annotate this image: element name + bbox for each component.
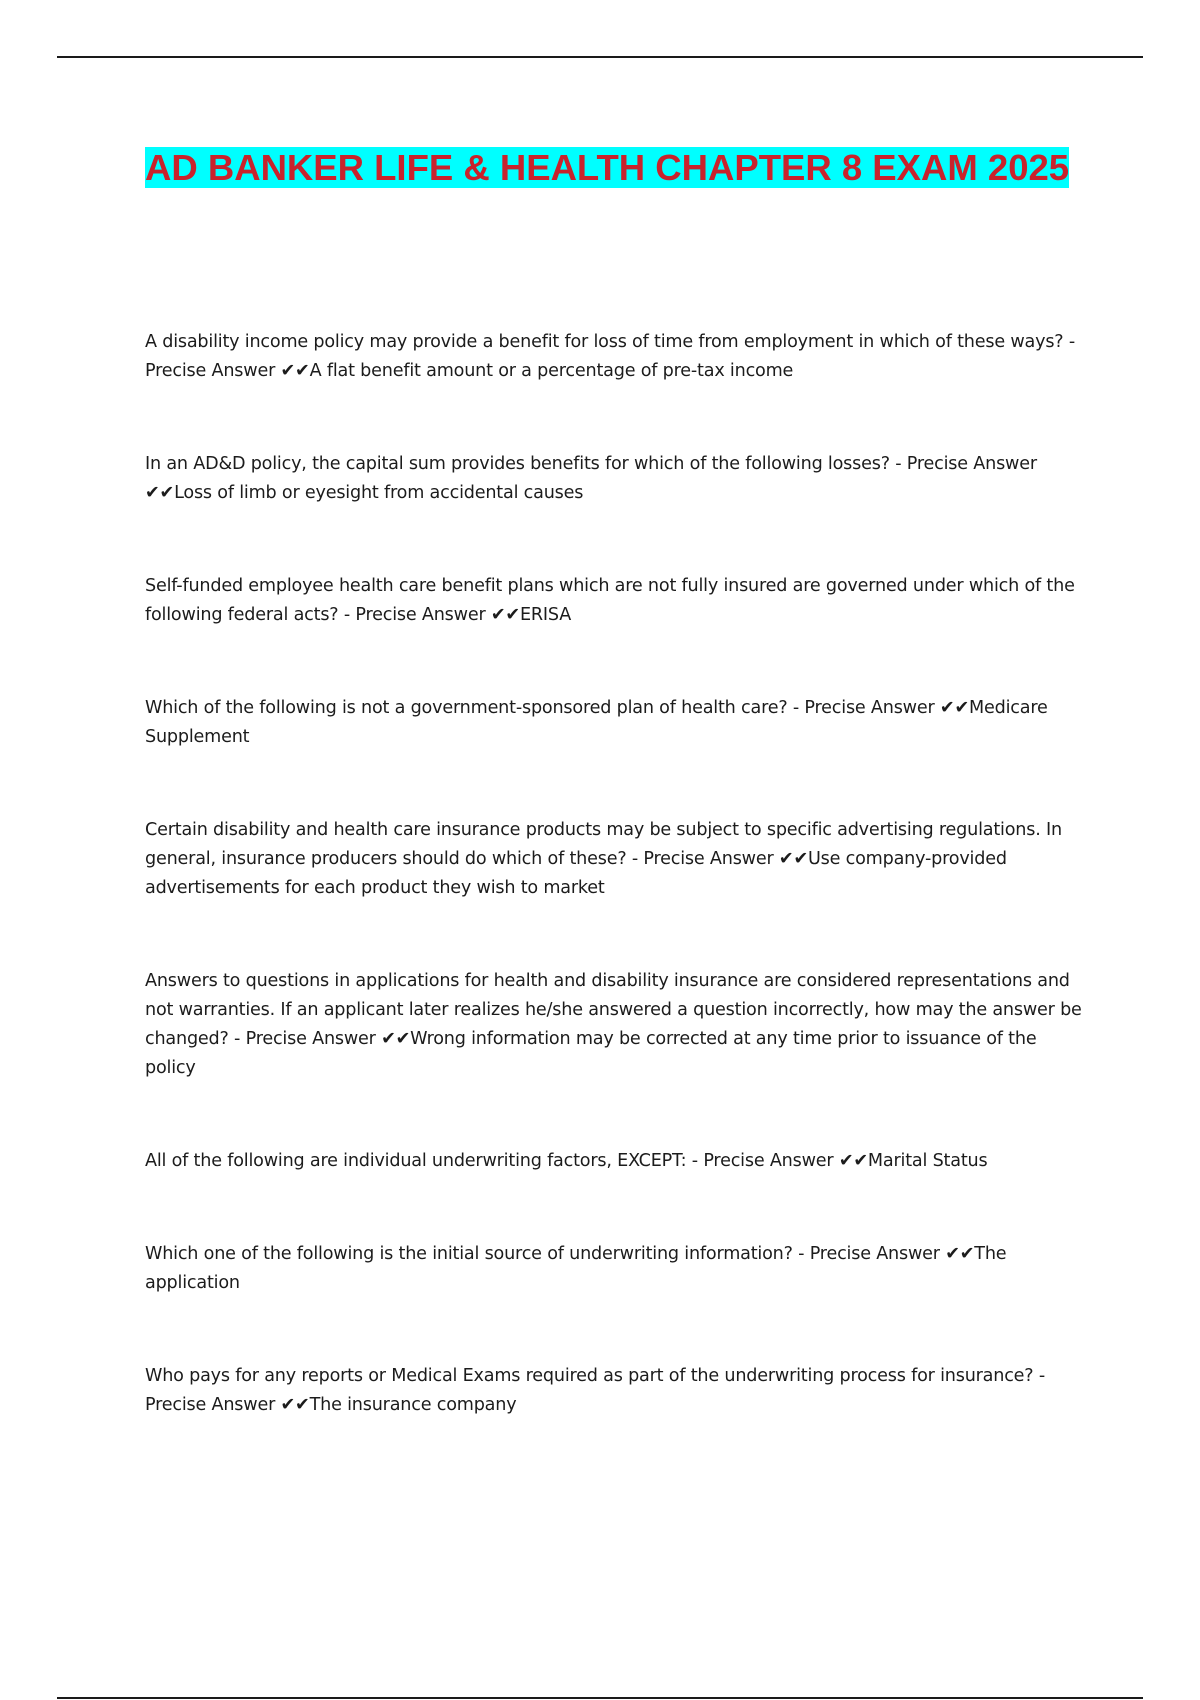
- qa-item: A disability income policy may provide a benefit for loss of time from employment in which of these ways? - Precise Answer ✔✔A flat benefit amount or a percentage of pre-tax income: [145, 332, 1075, 381]
- title-block: [145, 145, 1075, 191]
- footer-rule: [57, 1697, 1143, 1699]
- page-title: [145, 145, 1075, 191]
- qa-list: [145, 328, 1090, 1484]
- qa-item: Who pays for any reports or Medical Exams required as part of the underwriting process for insurance? - Precise Answer ✔✔The insurance company: [145, 1366, 1045, 1415]
- qa-item: Which of the following is not a government-sponsored plan of health care? - Precise Answer ✔✔Medicare Supplement: [145, 698, 1048, 747]
- page-title-text: AD BANKER LIFE & HEALTH CHAPTER 8 EXAM 2025: [145, 147, 1070, 188]
- qa-item: Which one of the following is the initial source of underwriting information? - Precise Answer ✔✔The application: [145, 1244, 1007, 1293]
- qa-item: Certain disability and health care insurance products may be subject to specific advertising regulations. In general, insurance producers should do which of these? - Precise Answer ✔✔Use company-provided advertisements for each product they wish to market: [145, 820, 1062, 898]
- header-rule: [57, 56, 1143, 58]
- qa-item: Self-funded employee health care benefit plans which are not fully insured are governed under which of the following federal acts? - Precise Answer ✔✔ERISA: [145, 576, 1075, 625]
- qa-item: In an AD&D policy, the capital sum provides benefits for which of the following losses? - Precise Answer ✔✔Loss of limb or eyesight from accidental causes: [145, 454, 1037, 503]
- qa-item: All of the following are individual underwriting factors, EXCEPT: - Precise Answer ✔✔Marital Status: [145, 1151, 988, 1171]
- qa-item: Answers to questions in applications for health and disability insurance are considered representations and not warranties. If an applicant later realizes he/she answered a question incorrectly, how may the answer be changed? - Precise Answer ✔✔Wrong information may be corrected at any time prior to issuance of the policy: [145, 971, 1082, 1078]
